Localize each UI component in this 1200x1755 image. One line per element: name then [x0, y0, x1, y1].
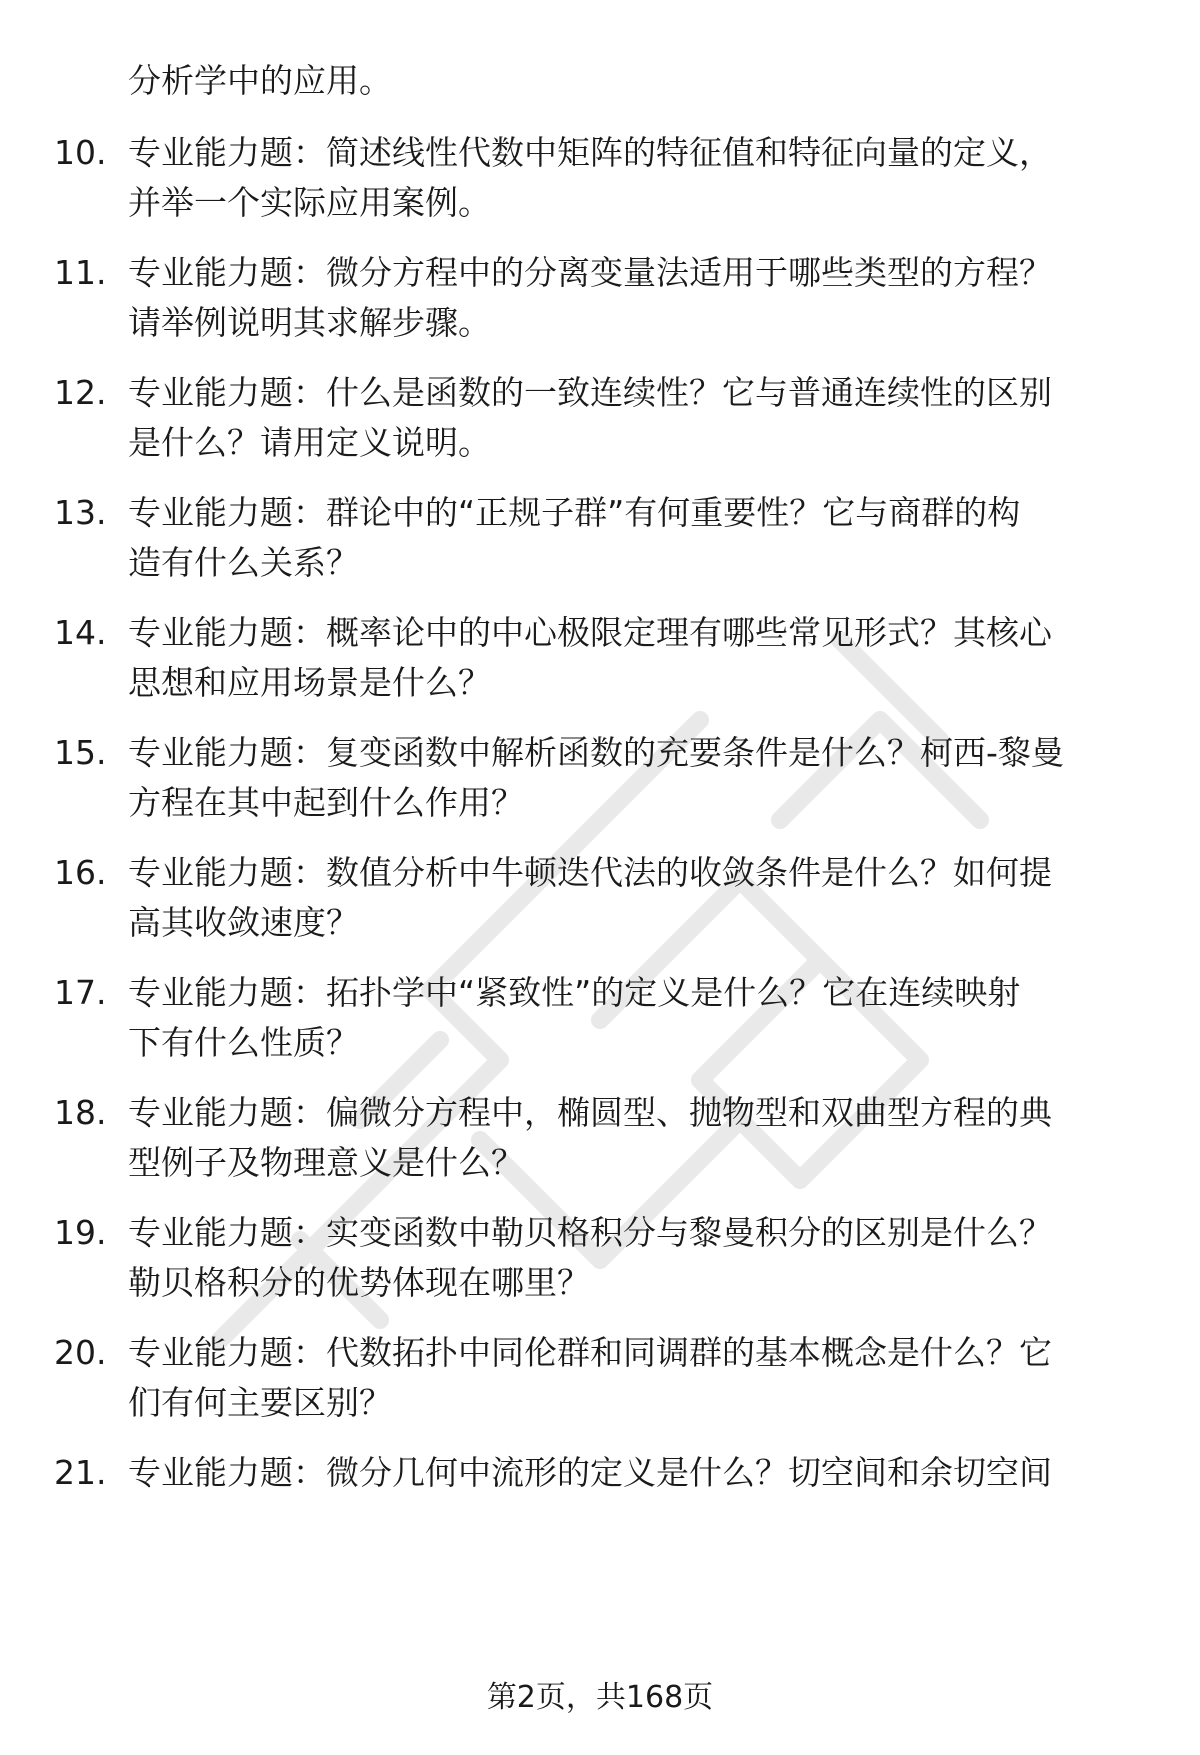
question-text-line: 专业能力题：偏微分方程中，椭圆型、抛物型和双曲型方程的典 [128, 1093, 1052, 1132]
question-number: 17. [54, 973, 107, 1012]
question-text-line: 专业能力题：简述线性代数中矩阵的特征值和特征向量的定义， [128, 133, 1052, 172]
question-text-line: 勒贝格积分的优势体现在哪里？ [128, 1263, 590, 1302]
question-number: 21. [54, 1453, 107, 1492]
question-text-line: 专业能力题：什么是函数的一致连续性？它与普通连续性的区别 [128, 373, 1052, 412]
question-text-line: 思想和应用场景是什么？ [128, 663, 491, 702]
page-footer: 第2页，共168页 [486, 1680, 714, 1715]
question-text-line: 专业能力题：微分几何中流形的定义是什么？切空间和余切空间 [128, 1453, 1052, 1492]
question-text-line: 下有什么性质？ [128, 1023, 359, 1062]
question-text-line: 请举例说明其求解步骤。 [128, 303, 491, 342]
question-number: 19. [54, 1213, 107, 1252]
question-number: 16. [54, 853, 107, 892]
question-text-line: 高其收敛速度？ [128, 903, 359, 942]
question-text-line: 专业能力题：代数拓扑中同伦群和同调群的基本概念是什么？它 [128, 1333, 1052, 1372]
continuation-text: 分析学中的应用。 [128, 61, 392, 100]
question-text-line: 型例子及物理意义是什么？ [128, 1143, 524, 1182]
question-text-line: 是什么？请用定义说明。 [128, 423, 491, 462]
question-number: 10. [54, 133, 107, 172]
question-number: 11. [54, 253, 107, 292]
question-number: 12. [54, 373, 107, 412]
question-text-line: 专业能力题：拓扑学中“紧致性”的定义是什么？它在连续映射 [128, 973, 1021, 1012]
question-text-line: 专业能力题：复变函数中解析函数的充要条件是什么？柯西-黎曼 [128, 733, 1064, 772]
question-text-line: 并举一个实际应用案例。 [128, 183, 491, 222]
question-number: 18. [54, 1093, 107, 1132]
question-number: 14. [54, 613, 107, 652]
question-text-line: 专业能力题：数值分析中牛顿迭代法的收敛条件是什么？如何提 [128, 853, 1052, 892]
question-text-line: 专业能力题：实变函数中勒贝格积分与黎曼积分的区别是什么？ [128, 1213, 1052, 1252]
question-text-line: 们有何主要区别？ [128, 1383, 392, 1422]
question-number: 15. [54, 733, 107, 772]
question-number: 20. [54, 1333, 107, 1372]
question-number: 13. [54, 493, 107, 532]
question-text-line: 方程在其中起到什么作用？ [128, 783, 524, 822]
question-text-line: 专业能力题：群论中的“正规子群”有何重要性？它与商群的构 [128, 493, 1021, 532]
question-text-line: 专业能力题：概率论中的中心极限定理有哪些常见形式？其核心 [128, 613, 1052, 652]
question-text-line: 造有什么关系？ [128, 543, 359, 582]
question-text-line: 专业能力题：微分方程中的分离变量法适用于哪些类型的方程？ [128, 253, 1052, 292]
